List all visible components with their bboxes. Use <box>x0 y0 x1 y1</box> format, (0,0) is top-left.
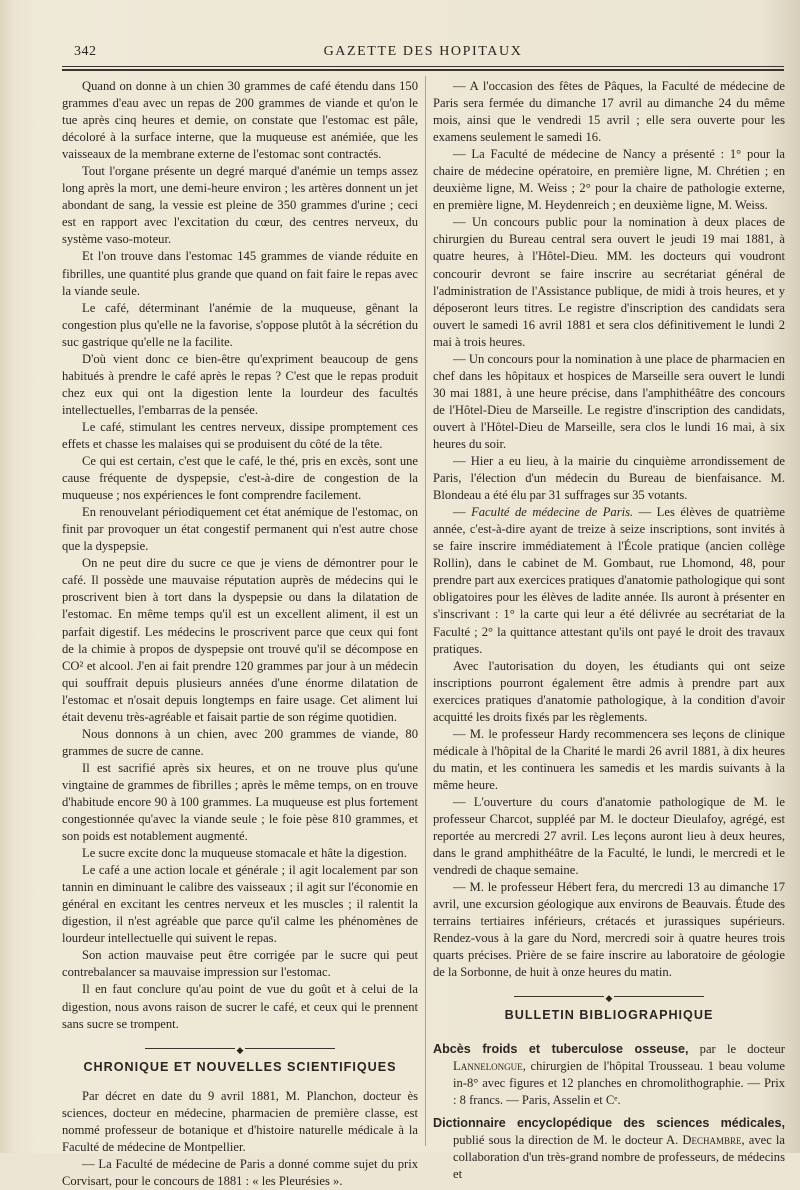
article-paragraph: Nous donnons à un chien, avec 200 grammes de viande, 80 grammes de sucre de canne. <box>62 726 418 758</box>
news-paragraph: — Un concours pour la nomination à une place de pharmacien en chef dans les hôpitaux et hospices de Marseille sera ouvert le lundi 30 mai 1881, à une heure précise, dans l'amphithéâtre des concours de l'Hôtel-Dieu de Marseille. Le registre d'inscription des candidats, ouvert à l'Hôtel-Dieu de Marseille, sera clos le lundi 16 mai, à six heures du soir. <box>433 351 785 451</box>
article-paragraph: Le café, déterminant l'anémie de la muqueuse, gênant la congestion plus qu'elle ne la favorise, s'oppose plutôt à la sécrétion du suc gastrique qu'elle ne la facilite. <box>62 300 418 349</box>
section-separator: ◆ <box>433 989 785 999</box>
section-heading-bulletin: BULLETIN BIBLIOGRAPHIQUE <box>504 1008 714 1023</box>
section-heading-chronique: CHRONIQUE ET NOUVELLES SCIENTIFIQUES <box>83 1059 397 1074</box>
news-paragraph: Avec l'autorisation du doyen, les étudiants qui ont seize inscriptions pourront également être admis à prendre part aux exercices pratiques d'anatomie pathologique, à la condition d'avoir acquitté les droits fixés par les règlements. <box>433 658 785 724</box>
article-paragraph: On ne peut dire du sucre ce que je viens de démontrer pour le café. Il possède une mauvaise réputation auprès de médecins qui le proscrivent bien à tort dans la dyspepsie ou dans la dilatation de l'estomac. En même temps qu'il est un excellent aliment, il est un parfait digestif. Les médecins le proscrivent parce que ceux qui font de la chimie à propos de dyspepsie ont trouvé qu'il se décompose en CO² et alcool. J'en ai fait prendre 120 grammes par jour à un médecin qui souffrait depuis plusieurs années d'une énorme dilatation de l'estomac et n'osait depuis longtemps en faire usage. Cet aliment lui était devenu très-agréable et faisait partie de son régime quotidien. <box>62 556 418 724</box>
article-paragraph: Son action mauvaise peut être corrigée par le sucre qui peut contrebalancer sa mauvaise impression sur l'estomac. <box>62 948 418 980</box>
bib-text: , chirurgien de l'hôpital Trousseau. 1 beau volume in-8° avec figures et 12 planches en chromolithographie. — Prix : 8 francs. — Paris, Asselin et Cᵉ. <box>453 1058 785 1107</box>
news-paragraph: — Un concours public pour la nomination à deux places de chirurgien du Bureau central sera ouvert le jeudi 19 mai 1881, à quatre heures, à l'Hôtel-Dieu. MM. les docteurs qui voudront concourir devront se faire inscrire au secrétariat général de l'administration de l'Assistance publique, de midi à trois heures, et y déposeront leurs titres. Le registre d'inscription des candidats sera ouvert le samedi 16 avril 1881 et sera clos définitivement le lundi 2 mai à trois heures. <box>433 215 785 349</box>
article-paragraph: Le café, stimulant les centres nerveux, dissipe promptement ces effets et chasse les malaises qui se produisent du côté de la tête. <box>62 419 418 451</box>
book-title: Abcès froids et tuberculose osseuse, <box>433 1041 689 1056</box>
bib-text: publié sous la direction de M. le docteur A. <box>453 1132 683 1147</box>
article-paragraph: D'où vient donc ce bien-être qu'expriment beaucoup de gens habitués à prendre le café après le repas ? C'est que le repas produit chez eux qui ont la digestion lente la lourdeur des facultés intellectuelles, l'embarras de la pensée. <box>62 351 418 417</box>
article-paragraph: En renouvelant périodiquement cet état anémique de l'estomac, on finit par provoquer un état congestif permanent qui n'est autre chose que la dyspepsie. <box>62 505 418 554</box>
news-paragraph: — M. le professeur Hardy recommencera ses leçons de clinique médicale à l'hôpital de la Charité le mardi 26 avril 1881, à dix heures du matin, et les continuera les samedis et les mardis suivants à la même heure. <box>433 726 785 792</box>
faculte-lead: Faculté de médecine de Paris. <box>471 505 634 520</box>
bib-text: , avec la collaboration d'un très-grand nombre de professeurs, de médecins et <box>453 1132 785 1181</box>
article-paragraph: Tout l'organe présente un degré marqué d'anémie un temps assez long après la mort, une demi-heure environ ; les artères donnent un jet abondant de sang, la vessie est pleine de 350 grammes d'urine ; ceci est en rapport avec l'excitation du cœur, des centres nerveux, du système vaso-moteur. <box>62 164 418 247</box>
book-title: Dictionnaire encyclopédique des sciences médicales, <box>433 1115 785 1130</box>
faculte-text: — Les élèves de quatrième année, c'est-à-dire ayant de treize à seize inscriptions, sont invités à se faire inscrire immédiatement à l'École pratique (ancien collège Rollin), dans le cabinet de M. Gombaut, rue Lhomond, 48, pour prendre part aux exercices pratiques d'anatomie pathologique qui sont obligatoires pour les élèves de ladite année. Ils auront à présenter en s'inscrivant : 1° la carte qui leur a été délivrée au secrétariat de la Faculté ; 2° la quittance attestant qu'ils ont payé le droit des travaux pratiques. <box>433 505 785 656</box>
page-number: 342 <box>74 44 97 59</box>
right-column <box>433 78 785 1189</box>
left-column <box>62 78 418 1190</box>
book-author: Dechambre <box>682 1132 742 1147</box>
book-author: Lannelongue <box>453 1058 523 1073</box>
section-separator: ◆ <box>62 1041 418 1051</box>
article-paragraph: Il en faut conclure qu'au point de vue du goût et à celui de la digestion, nous avons raison de sucrer le café, et ceux qui le prennent sans sucre se trompent. <box>62 982 418 1031</box>
news-paragraph: — A l'occasion des fêtes de Pâques, la Faculté de médecine de Paris sera fermée du dimanche 17 avril au dimanche 24 du même mois, ainsi que le vendredi 15 avril ; elle sera ouverte pour les examens seulement le samedi 16. <box>433 79 785 145</box>
article-paragraph: Le café a une action locale et générale ; il agit localement par son tannin en diminuant le calibre des vaisseaux ; il agit sur l'économie en général en excitant les centres nerveux et les muscles ; il ralentit la digestion, il n'est agréable que parce qu'il calme les phénomènes de lourdeur intellectuelle qui suivent le repas. <box>62 863 418 946</box>
article-paragraph: Et l'on trouve dans l'estomac 145 grammes de viande réduite en fibrilles, une quantité plus grande que quand on fait faire le repas avec la viande seule. <box>62 249 418 298</box>
news-paragraph: — L'ouverture du cours d'anatomie pathologique de M. le professeur Charcot, suppléé par M. le docteur Dieulafoy, agrégé, est reportée au mercredi 27 avril. Les leçons auront lieu à deux heures, dans le grand amphithéâtre de la Faculté, le lundi, le mercredi et le vendredi de chaque semaine. <box>433 794 785 878</box>
news-paragraph: — Hier a eu lieu, à la mairie du cinquième arrondissement de Paris, l'élection d'un médecin du Bureau de bienfaisance. M. Blondeau a été élu par 31 suffrages sur 35 votants. <box>433 454 785 503</box>
article-paragraph: Le sucre excite donc la muqueuse stomacale et hâte la digestion. <box>82 846 407 861</box>
article-paragraph: Ce qui est certain, c'est que le café, le thé, pris en excès, sont une cause fréquente de dyspepsie, c'est-à-dire de congestion de la muqueuse ; nos expériences le font comprendre facilement. <box>62 454 418 503</box>
news-paragraph: — La Faculté de médecine de Paris a donné comme sujet du prix Corvisart, pour le concours de 1881 : « les Pleurésies ». <box>62 1156 418 1188</box>
page-header <box>62 40 784 64</box>
bibliography-entry <box>433 1041 785 1109</box>
news-paragraph: — M. le professeur Hébert fera, du mercredi 13 au dimanche 17 avril, une excursion géologique aux environs de Beauvais. Étude des terrains tertiaires inférieurs, crétacés et jurassiques supérieurs. Rendez-vous à la gare du Nord, mercredi soir à quatre heures trois quarts précises. Prière de se faire inscrire au laboratoire de géologie de la Sorbonne, de huit à onze heures du matin. <box>433 880 785 980</box>
column-divider <box>425 76 426 1146</box>
article-paragraph: Il est sacrifié après six heures, et on ne trouve plus qu'une vingtaine de grammes de fibrilles ; après le même temps, on en trouve d'habitude encore 90 à 100 grammes. La muqueuse est plus fortement congestionnée qu'avec la viande seule ; le foie pèse 810 grammes, et son poids est notablement augmenté. <box>62 760 418 844</box>
news-paragraph-faculte: — Faculté de médecine de Paris. — Les élèves de quatrième année, c'est-à-dire ayant de treize à seize inscriptions, sont invités à se faire inscrire immédiatement à l'École pratique (ancien collège Rollin), dans le cabinet de M. Gombaut, rue Lhomond, 48, pour prendre part aux exercices pratiques d'anatomie pathologique qui sont obligatoires pour les élèves de ladite année. Ils auront à présenter en s'inscrivant : 1° la carte qui leur a été délivrée au secrétariat de la Faculté ; 2° la quittance attestant qu'ils ont payé le droit des travaux pratiques. <box>433 505 785 656</box>
news-paragraph: Par décret en date du 9 avril 1881, M. Planchon, docteur ès sciences, docteur en médecine, pharmacien de première classe, est nommé professeur de botanique et d'histoire naturelle médicale à la Faculté de médecine de Montpellier. <box>62 1088 418 1154</box>
article-paragraph: Quand on donne à un chien 30 grammes de café étendu dans 150 grammes d'eau avec un repas de 200 grammes de viande et qu'on le tue après cinq heures et demie, on constate que l'estomac est pâle, décoloré à la surface interne, que la muqueuse est anémiée, que les vaisseaux de la membrane externe de l'estomac sont contractés. <box>62 79 418 162</box>
header-rule-thick <box>62 69 784 71</box>
bibliography-entry <box>433 1115 785 1183</box>
news-paragraph: — La Faculté de médecine de Nancy a présenté : 1° pour la chaire de médecine opératoire, en première ligne, M. Chrétien ; en deuxième ligne, M. Weiss ; 2° pour la chaire de pathologie externe, en première ligne, M. Heydenreich ; en deuxième ligne, M. Weiss. <box>433 147 785 213</box>
bib-text: par le docteur <box>688 1041 785 1056</box>
journal-title: GAZETTE DES HOPITAUX <box>323 44 523 59</box>
header-rule <box>62 66 784 67</box>
